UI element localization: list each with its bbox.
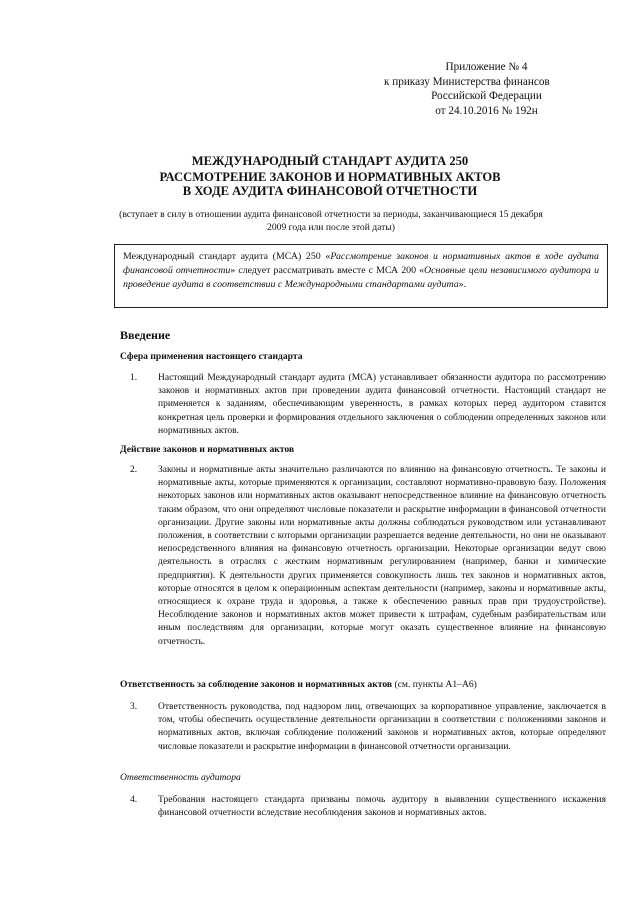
box-text-2: » следует рассматривать вместе с МСА 200 « (230, 265, 425, 277)
title-line-3: В ХОДЕ АУДИТА ФИНАНСОВОЙ ОТЧЕТНОСТИ (182, 184, 478, 198)
paragraph-text: Ответственность руководства, под надзором лиц, отвечающих за корпоративное управление, заключается в том, чтобы обеспечить осуществление деятельности организации в соответствии с положениями законов и нормативных актов, включая соблюдение положений законов и нормативных актов, которые определяют числовые показатели и раскрытие информации в финансовой отчетности организации. (158, 702, 606, 752)
section-scope-heading: Сфера применения настоящего стандарта (120, 351, 303, 362)
effective-note: (вступает в силу в отношении аудита финансовой отчетности за периоды, заканчивающиеся 15 декабря 2009 года или после этой даты) (119, 209, 543, 233)
paragraph-4 (120, 794, 606, 820)
appendix-line-2: к приказу Министерства финансов (384, 75, 550, 88)
section-auditor-heading: Ответственность аудитора (120, 772, 241, 783)
paragraph-text: Законы и нормативные акты значительно различаются по влиянию на финансовую отчетность. Те законы и нормативные акты, которые применяются к организации, составляют нормативно-правовую базу. Положения некоторых законов или нормативных актов оказывают непосредственное влияние на финансовую отчетность таким образом, что они определяют числовые показатели и раскрытие информации в финансовой отчетности организации. Другие законы или нормативные акты должны соблюдаться руководством или устанавливают положения, в соответствии с которыми организации разрешается ведение деятельности, но они не оказывают непосредственного влияния на финансовую отчетность организации. Некоторые организации ведут свою деятельность в отраслях с жестким нормативным регулированием (например, банки и химические предприятия). К деятельности других применяется совокупность лишь тех законов и нормативных актов, которые относятся в целом к операционным аспектам деятельности (например, законы и нормативные акты, относящиеся к охране труда и здоровья, а также к обеспечению равных прав при трудоустройстве). Несоблюдение законов и нормативных актов может привести к штрафам, судебным разбирательствам или иным последствиям для организации, которые могут оказать существенное влияние на финансовую отчетность. (158, 465, 606, 647)
paragraph-number: 2. (130, 465, 138, 475)
paragraph-3 (120, 701, 606, 754)
appendix-header (384, 60, 624, 118)
paragraph-number: 1. (130, 373, 138, 383)
paragraph-text: Требования настоящего стандарта призваны помочь аудитору в выявлении существенного искажения финансовой отчетности вследствие несоблюдения законов и нормативных актов. (158, 795, 606, 819)
appendix-line-4: от 24.10.2016 № 192н (435, 104, 538, 117)
intro-heading: Введение (120, 328, 171, 342)
appendix-line-3: Российской Федерации (431, 90, 542, 102)
title-line-1: МЕЖДУНАРОДНЫЙ СТАНДАРТ АУДИТА 250 (191, 154, 469, 168)
paragraph-1 (120, 372, 606, 438)
section-effect-heading: Действие законов и нормативных актов (120, 444, 295, 455)
appendix-line-1: Приложение № 4 (445, 61, 528, 73)
box-italic-title-2: Основные цели независимого аудитора и проведение аудита в соответствии с Международными стандартами аудита (123, 265, 600, 291)
paragraph-text: Настоящий Международный стандарт аудита (МСА) устанавливает обязанности аудитора по рассмотрению законов и нормативных актов при проведении аудита финансовой отчетности. Настоящий стандарт не применяется к заданиям, обеспечивающим уверенность, в рамках которых перед аудитором ставится конкретная цель проверки и формирования отдельного заключения о соблюдении определенных законов или нормативных актов. (158, 373, 606, 436)
standard-reference-box (114, 244, 608, 308)
title-line-2: РАССМОТРЕНИЕ ЗАКОНОВ И НОРМАТИВНЫХ АКТОВ (159, 170, 501, 184)
section-responsibility-heading (120, 679, 477, 690)
box-text-1: Международный стандарт аудита (МСА) 250 « (123, 251, 331, 262)
section-responsibility-title: Ответственность за соблюдение законов и нормативных актов (120, 679, 393, 690)
paragraph-number: 3. (130, 702, 138, 712)
box-italic-title-1: Рассмотрение законов и нормативных актов в ходе аудита финансовой отчетности (123, 251, 599, 277)
section-responsibility-ref: (см. пункты А1–А6) (392, 679, 477, 690)
paragraph-number: 4. (130, 795, 138, 805)
paragraph-2 (120, 464, 606, 649)
box-text-3: ». (458, 279, 467, 291)
